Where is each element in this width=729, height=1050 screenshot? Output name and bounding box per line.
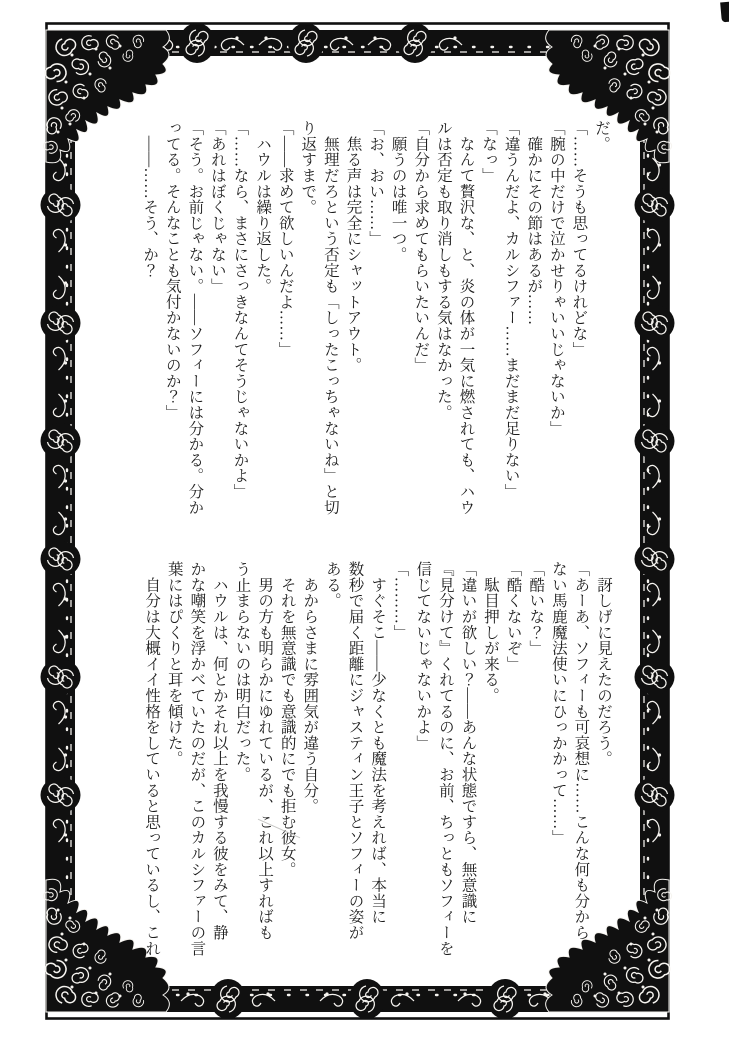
text-column: かな嘲笑を浮かべていたのだが、このカルシファーの言 [188,561,206,956]
text-column: う止まらないのは明白だった。 [233,561,251,783]
text-block-top [138,120,612,515]
text-column: 「なっ」 [480,120,498,184]
text-column: 「お、おい……」 [367,120,385,247]
text-column: 「違いが欲しい？——あんな状態ですら、無意識に [459,561,477,925]
text-column: 男の方も明らかにゆれているが、これ以上すればも [256,561,274,941]
text-column: 確かにその節はあるが…… [525,120,543,326]
text-column: り返すまで。 [299,120,317,215]
text-column: 信じてないじゃないかよ」 [414,561,432,751]
text-column: 自分は大概イイ性格をしていると思っているし、これ [143,561,161,956]
text-column: 「酷いな？」 [527,561,545,656]
text-column: ——……そう、か？ [141,120,159,278]
text-column: 葉にはぴくりと耳を傾けた。 [165,561,183,767]
text-column: 「あーあ、ソフィーも可哀想に……こんな何も分から [572,561,590,941]
text-column: あからさまに雰囲気が違う自分。 [301,561,319,814]
text-column: 焦る声は完全にシャットアウト。 [344,120,362,373]
text-column: 「酷くないぞ」 [504,561,522,672]
text-column: 「……なら、まさにさっきなんてそうじゃないかよ」 [231,120,249,500]
text-column: 駄目押しが来る。 [482,561,500,704]
text-column: 願うのは唯一つ。 [389,120,407,263]
text-column: 「腕の中だけで泣かせりゃいいじゃないか」 [547,120,565,436]
text-column: ルは否定も取り消しもする気はなかった。 [434,120,452,421]
text-column: すぐそこ——少なくとも魔法を考えれば、本当に [369,561,387,925]
text-column: 「……そうも思ってるけれどな」 [570,120,588,357]
text-column: 「——求めて欲しいんだよ……」 [276,120,294,357]
text-column: ある。 [323,561,341,609]
text-column: 「自分から求めてもらいたいんだ」 [412,120,430,373]
text-column: 訝しげに見えたのだろう。 [595,561,612,767]
text-column: ハウルは、何とかそれ以上を我慢する彼をみて、静 [210,561,228,941]
text-column: 「違うんだよ、カルシファー……まだまだ足りない」 [502,120,520,500]
text-column: ってる。そんなことも気付かないのか？」 [163,120,181,421]
text-block-bottom [140,561,614,956]
text-column: それを無意識でも意識的にでも拒む彼女。 [278,561,296,877]
text-column: 「………」 [391,561,409,640]
text-column: 無理だろという否定も「しったこっちゃないね」と切 [321,120,339,515]
text-column: 『見分けて』くれてるのに、お前、ちっともソフィーを [436,561,454,956]
text-column: 数秒で届く距離にジャスティン王子とソフィーの姿が [346,561,364,941]
text-column: だ。 [593,120,610,152]
text-column: ハウルは繰り返した。 [254,120,272,294]
text-column: 「あれはぼくじゃない」 [208,120,226,294]
page-edge-mark [720,2,729,23]
text-column: 「そう。お前じゃない。——ソフィーには分かる。分か [186,120,204,515]
text-column: なんて贅沢な、と、炎の体が一気に燃されても、ハウ [457,120,475,515]
text-column: ない馬鹿魔法使いにひっかかって……」 [549,561,567,846]
